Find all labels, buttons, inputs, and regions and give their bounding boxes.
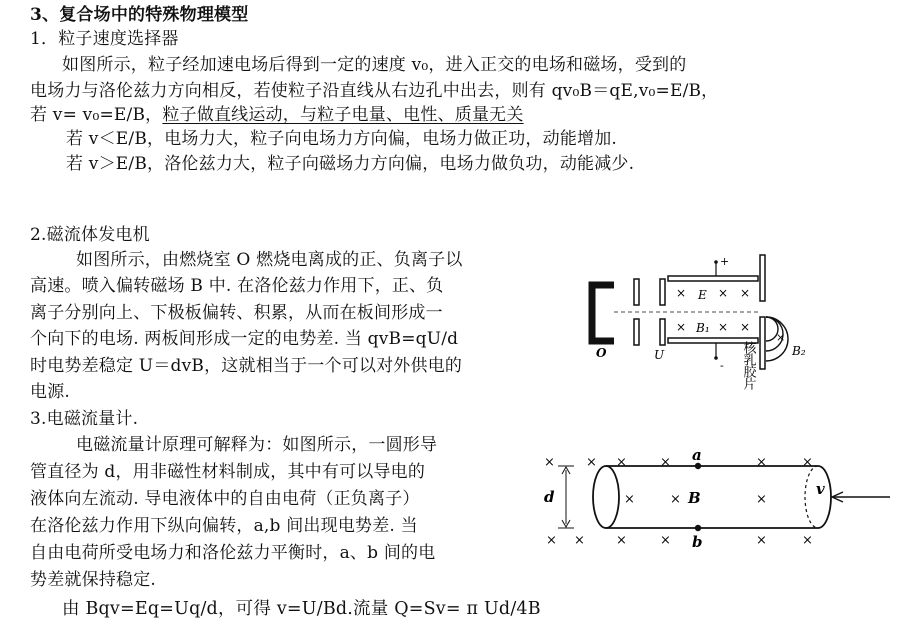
sec2-heading: 2.磁流体发电机 <box>30 225 150 245</box>
sec3-line-4: 在洛伦兹力作用下纵向偏转，a,b 间出现电势差. 当 <box>30 516 418 536</box>
label-plus: + <box>720 255 730 268</box>
field-cross: × <box>670 492 681 507</box>
sec1-line-3 <box>30 104 524 126</box>
electrode-b <box>695 525 701 531</box>
upper-plate <box>668 276 758 281</box>
sec1-line-3-prefix: 若 v= v₀=E/B， <box>30 105 163 125</box>
field-cross: × <box>802 533 813 548</box>
film-label: 核乳胶片 <box>740 341 756 389</box>
sec2-line-5: 时电势差稳定 U＝dvB，这就相当于一个可以对外供电的 <box>30 356 463 376</box>
field-cross: × <box>756 533 767 548</box>
field-cross: × <box>676 320 687 334</box>
sec1-line-2: 电场力与洛伦兹力方向相反，若使粒子沿直线从右边孔中出去，则有 qv₀B＝qE,v₀=E/B， <box>30 81 719 101</box>
tube-left-end <box>593 466 619 528</box>
field-cross: × <box>660 455 671 470</box>
combustion-chamber <box>592 285 614 341</box>
label-B1: B₁ <box>696 321 710 335</box>
sec2-line-1: 如图所示，由燃烧室 O 燃烧电离成的正、负离子以 <box>76 250 463 270</box>
field-cross: × <box>616 455 627 470</box>
sec3-formula: 由 Bqv=Eq=Uq/d，可得 v=U/Bd.流量 Q=Sv= π Ud/4B <box>62 599 541 619</box>
label-d: d <box>544 488 555 506</box>
label-E: E <box>698 288 707 302</box>
field-cross: × <box>718 320 729 334</box>
flowmeter-diagram <box>540 448 890 558</box>
field-cross: × <box>756 455 767 470</box>
field-cross: × <box>574 533 585 548</box>
field-cross: × <box>776 331 786 344</box>
field-cross: × <box>546 533 557 548</box>
field-cross: × <box>586 455 597 470</box>
minus-terminal <box>714 356 718 360</box>
plus-terminal <box>714 260 718 264</box>
field-cross: × <box>660 533 671 548</box>
slit-plate-2-bottom <box>660 319 665 345</box>
sec1-case-less: 若 v＜E/B，电场力大，粒子向电场力方向偏，电场力做正功，动能增加. <box>66 129 618 149</box>
field-cross: × <box>802 455 813 470</box>
sec1-line-1: 如图所示，粒子经加速电场后得到一定的速度 v₀，进入正交的电场和磁场，受到的 <box>62 55 687 75</box>
field-cross: × <box>740 320 751 334</box>
label-U: U <box>654 348 665 362</box>
sec1-case-greater: 若 v＞E/B，洛伦兹力大，粒子向磁场力方向偏，电场力做负功，动能减少. <box>66 154 635 174</box>
label-B: B <box>688 489 701 507</box>
sec3-line-2: 管直径为 d，用非磁性材料制成，其中有可以导电的 <box>30 462 426 482</box>
slit-plate-1-top <box>634 279 639 305</box>
field-cross: × <box>756 492 767 507</box>
sec2-line-6: 电源. <box>30 382 71 402</box>
sec1-key-conclusion: 粒子做直线运动，与粒子电量、电性、质量无关 <box>162 105 524 125</box>
sec3-line-1: 电磁流量计原理可解释为：如图所示，一圆形导 <box>76 435 438 455</box>
sec2-line-3: 离子分别向上、下极板偏转、积累，从而在板间形成一 <box>30 303 443 323</box>
label-B2: B₂ <box>792 344 806 358</box>
sec2-line-2: 高速。喷入偏转磁场 B 中. 在洛伦兹力作用下，正、负 <box>30 276 444 296</box>
sec3-heading: 3.电磁流量计. <box>30 409 139 429</box>
sec3-line-6: 势差就保持稳定. <box>30 570 157 590</box>
label-minus: - <box>720 359 724 372</box>
sec1-heading: 1．粒子速度选择器 <box>30 29 179 49</box>
field-cross: × <box>616 533 627 548</box>
field-cross: × <box>624 492 635 507</box>
label-b: b <box>692 533 703 551</box>
sec2-line-4: 个向下的电场. 两板间形成一定的电势差. 当 qvB=qU/d <box>30 329 459 349</box>
exit-plate-top <box>760 255 765 301</box>
slit-plate-1-bottom <box>634 319 639 345</box>
mhd-generator-diagram <box>580 245 820 415</box>
label-v: v <box>816 480 825 498</box>
field-cross: × <box>740 286 751 300</box>
sec3-line-3: 液体向左流动. 导电液体中的自由电荷（正负离子） <box>30 489 420 509</box>
field-cross: × <box>544 455 555 470</box>
label-a: a <box>692 446 702 464</box>
exit-plate-bottom <box>760 317 765 369</box>
field-cross: × <box>718 286 729 300</box>
slit-plate-2-top <box>660 279 665 305</box>
field-cross: × <box>676 286 687 300</box>
sec3-line-5: 自由电荷所受电场力和洛伦兹力平衡时，a、b 间的电 <box>30 543 436 563</box>
section-title: 3、复合场中的特殊物理模型 <box>30 5 249 25</box>
label-O: O <box>596 346 607 360</box>
